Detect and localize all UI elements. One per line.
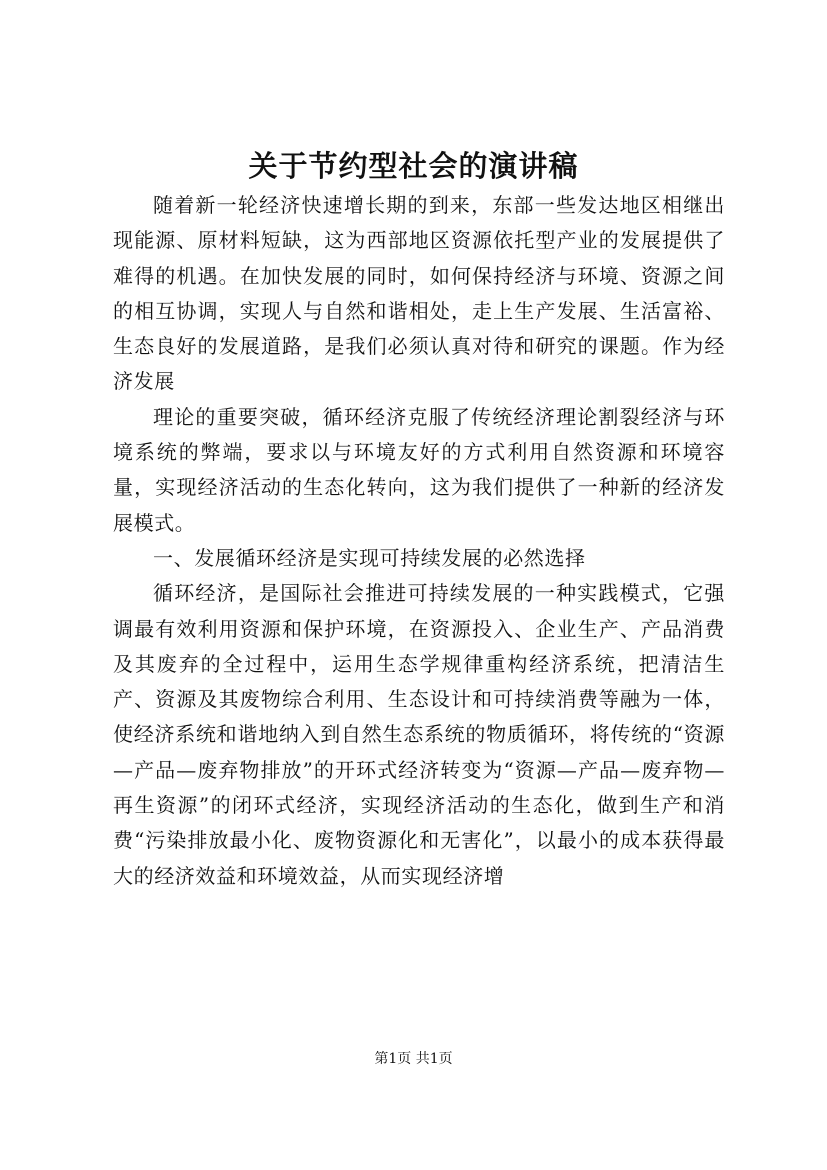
document-body xyxy=(113,188,725,894)
page-footer: 第1页 共1页 xyxy=(374,1051,453,1067)
paragraph-intro: 随着新一轮经济快速增长期的到来，东部一些发达地区相继出现能源、原材料短缺，这为西部地区资源依托型产业的发展提供了难得的机遇。在加快发展的同时，如何保持经济与环境、资源之间的相互协调，实现人与自然和谐相处，走上生产发展、生活富裕、生态良好的发展道路，是我们必须认真对待和研究的课题。作为经济发展 xyxy=(113,193,725,394)
document-title: 关于节约型社会的演讲稿 xyxy=(248,149,579,183)
paragraph-circular-economy: 循环经济，是国际社会推进可持续发展的一种实践模式，它强调最有效利用资源和保护环境，在资源投入、企业生产、产品消费及其废弃的全过程中，运用生态学规律重构经济系统，把清洁生产、资源及其废物综合利用、生态设计和可持续消费等融为一体，使经济系统和谐地纳入到自然生态系统的物质循环，将传统的“资源—产品—废弃物排放”的开环式经济转变为“资源—产品—废弃物—再生资源”的闭环式经济，实现经济活动的生态化，做到生产和消费“污染排放最小化、废物资源化和无害化”，以最小的成本获得最大的经济效益和环境效益，从而实现经济增 xyxy=(113,581,725,888)
section-heading: 一、发展循环经济是实现可持续发展的必然选择 xyxy=(153,545,586,570)
paragraph-theory: 理论的重要突破，循环经济克服了传统经济理论割裂经济与环境系统的弊端，要求以与环境友好的方式利用自然资源和环境容量，实现经济活动的生态化转向，这为我们提供了一种新的经济发展模式。 xyxy=(113,404,725,535)
